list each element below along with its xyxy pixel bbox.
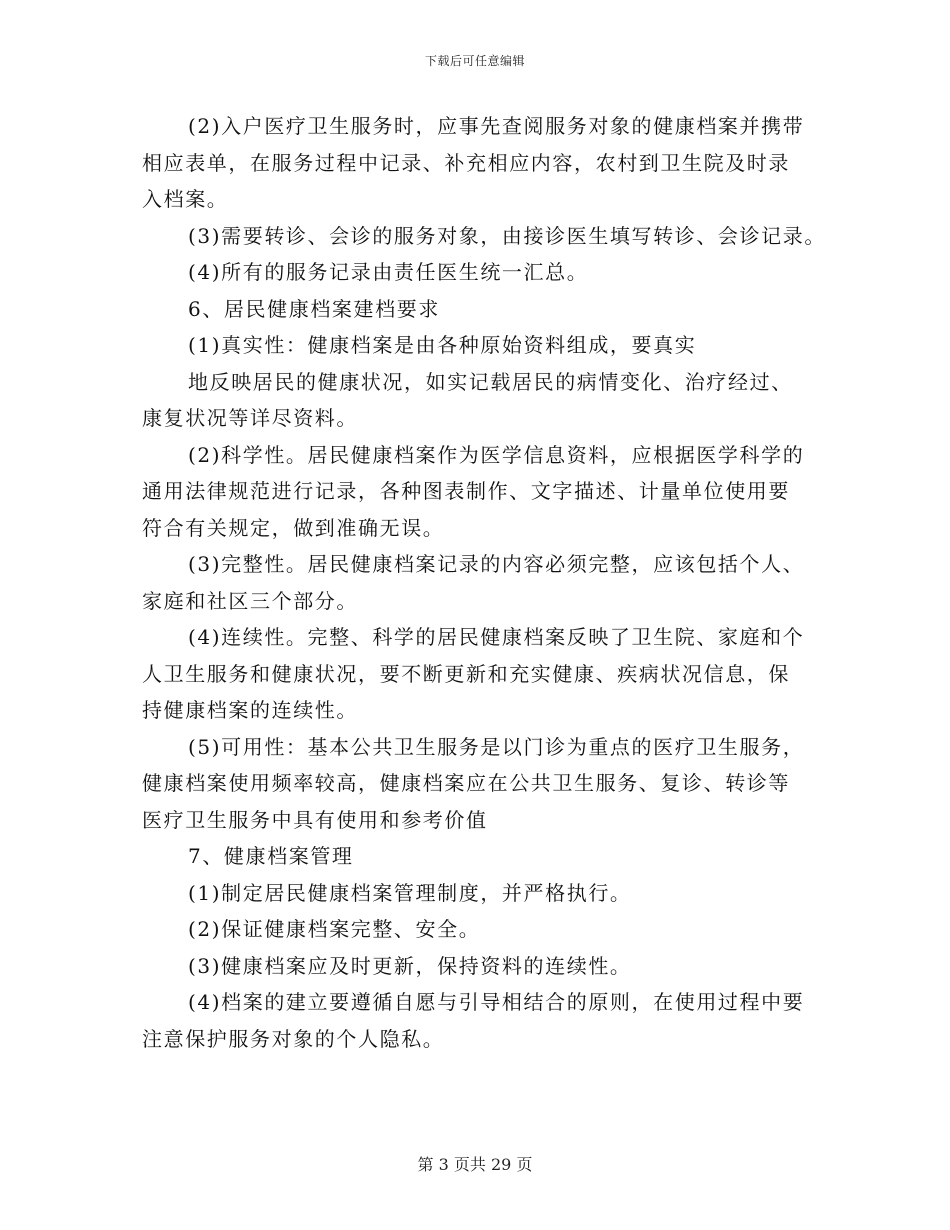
text-line: (2)保证健康档案完整、安全。	[188, 917, 481, 941]
document-body	[142, 108, 826, 1057]
text-line: 人卫生服务和健康状况，要不断更新和充实健康、疾病状况信息，保	[142, 661, 790, 686]
page-header: 下载后可任意编辑	[424, 54, 525, 68]
paragraph	[142, 108, 822, 218]
text-line: (3)健康档案应及时更新，保持资料的连续性。	[188, 953, 632, 978]
text-line: (5)可用性：基本公共卫生服务是以门诊为重点的医疗卫生服务，	[188, 734, 805, 759]
paragraph	[142, 619, 822, 729]
paragraph	[142, 875, 822, 912]
text-line: 医疗卫生服务中具有使用和参考价值	[142, 807, 488, 832]
text-line: (4)所有的服务记录由责任医生统一汇总。	[188, 260, 589, 284]
text-line: 康复状况等详尽资料。	[142, 406, 358, 430]
text-line: 7、健康档案管理	[188, 844, 354, 868]
text-line: 相应表单，在服务过程中记录、补充相应内容，农村到卫生院及时录	[142, 150, 790, 175]
text-line: 健康档案使用频率较高，健康档案应在公共卫生服务、复诊、转诊等	[142, 771, 790, 795]
paragraph	[142, 327, 822, 364]
paragraph	[142, 218, 826, 255]
text-line: (2)科学性。居民健康档案作为医学信息资料，应根据医学科学的	[188, 442, 805, 467]
text-line: (1)制定居民健康档案管理制度，并严格执行。	[188, 880, 632, 905]
text-line: 通用法律规范进行记录，各种图表制作、文字描述、计量单位使用要	[142, 479, 790, 503]
paragraph	[142, 984, 822, 1057]
text-line: (4)档案的建立要遵循自愿与引导相结合的原则，在使用过程中要	[188, 990, 805, 1014]
text-line: (2)入户医疗卫生服务时，应事先查阅服务对象的健康档案并携带	[188, 114, 805, 138]
text-line: 家庭和社区三个部分。	[142, 588, 358, 613]
text-line: 持健康档案的连续性。	[142, 698, 358, 722]
text-line: 注意保护服务对象的个人隐私。	[142, 1026, 445, 1051]
text-line: 6、居民健康档案建档要求	[188, 296, 440, 321]
section-heading	[142, 838, 822, 875]
text-line: 入档案。	[142, 187, 229, 211]
page-number: 第 3 页共 29 页	[417, 1155, 533, 1174]
paragraph	[142, 364, 822, 437]
paragraph	[142, 437, 822, 547]
text-line: (4)连续性。完整、科学的居民健康档案反映了卫生院、家庭和个	[188, 625, 805, 649]
paragraph	[142, 254, 822, 291]
text-line: 地反映居民的健康状况，如实记载居民的病情变化、治疗经过、	[188, 369, 793, 394]
text-line: (3)完整性。居民健康档案记录的内容必须完整，应该包括个人、	[188, 552, 805, 576]
section-heading	[142, 291, 822, 328]
paragraph	[142, 911, 822, 948]
text-line: (3)需要转诊、会诊的服务对象，由接诊医生填写转诊、会诊记录。	[188, 223, 826, 248]
text-line: 符合有关规定，做到准确无误。	[142, 515, 445, 540]
paragraph	[142, 546, 822, 619]
paragraph	[142, 729, 822, 839]
text-line: (1)真实性：健康档案是由各种原始资料组成，要真实	[188, 333, 697, 357]
paragraph	[142, 948, 822, 985]
